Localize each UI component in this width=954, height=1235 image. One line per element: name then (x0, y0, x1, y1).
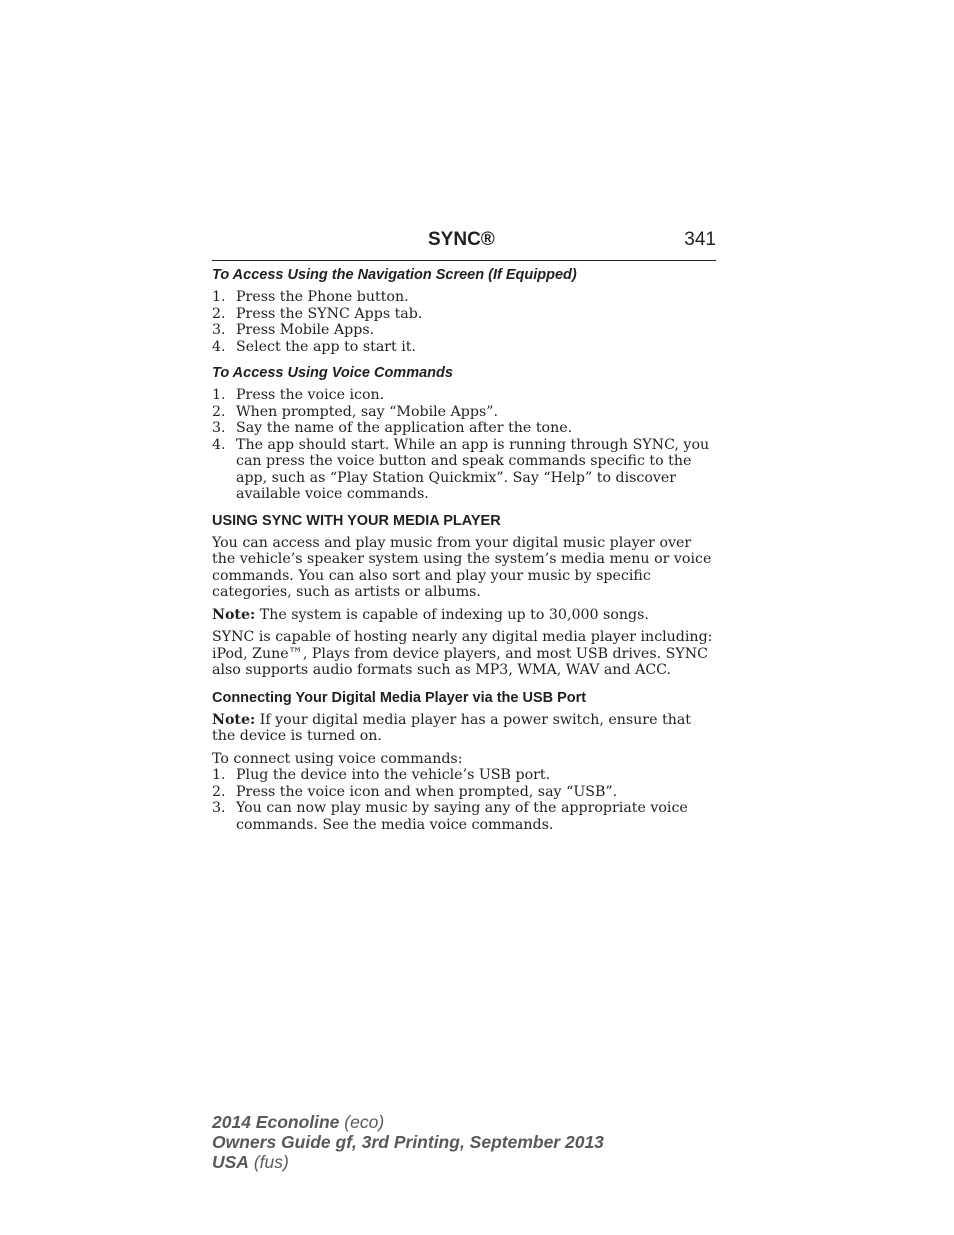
media-heading: USING SYNC WITH YOUR MEDIA PLAYER (212, 512, 501, 529)
list-item: 4. Select the app to start it. (212, 338, 417, 355)
media-paragraph-2: SYNC is capable of hosting nearly any digital media player including: iPod, Zune™, Plays from device players, and most USB drives. SYNC also supports audio formats such as MP3, WMA, WAV and ACC. (212, 629, 713, 678)
footer-region: USA (fus) (212, 1152, 289, 1172)
usb-note (212, 712, 718, 745)
nav-steps (212, 289, 718, 355)
list-item: 3. Say the name of the application after the tone. (212, 420, 573, 436)
usb-intro: To connect using voice commands: (212, 750, 463, 767)
page-number: 341 (684, 229, 716, 250)
footer-guide: Owners Guide gf, 3rd Printing, September 2013 (212, 1132, 604, 1152)
list-item: 1. Press the voice icon. (212, 387, 385, 403)
note-label: Note: (212, 711, 256, 728)
list-item: 3. You can now play music by saying any of the appropriate voice commands. See the media voice commands. (212, 800, 688, 833)
section-title: SYNC® (428, 229, 495, 250)
list-item: 2. When prompted, say “Mobile Apps”. (212, 403, 499, 420)
voice-steps (212, 387, 718, 503)
list-item: 2. Press the voice icon and when prompted, say “USB”. (212, 783, 618, 800)
nav-heading: To Access Using the Navigation Screen (If Equipped) (212, 267, 577, 283)
footer-model: 2014 Econoline (eco) (212, 1112, 385, 1132)
usb-steps (212, 767, 718, 833)
list-item: 1. Plug the device into the vehicle’s USB port. (212, 767, 551, 783)
note-label: Note: (212, 606, 256, 623)
page-body (212, 266, 718, 842)
note-text: If your digital media player has a power switch, ensure that the device is turned on. (212, 711, 691, 744)
list-item: 4. The app should start. While an app is running through SYNC, you can press the voice button and speak commands specific to the app, such as “Play Station Quickmix”. Say “Help” to discover available voice commands. (212, 436, 710, 502)
note-text: The system is capable of indexing up to 30,000 songs. (255, 606, 649, 623)
voice-heading: To Access Using Voice Commands (212, 365, 453, 381)
page-footer (212, 1112, 604, 1172)
usb-heading: Connecting Your Digital Media Player via the USB Port (212, 689, 587, 706)
list-item: 2. Press the SYNC Apps tab. (212, 305, 423, 322)
list-item: 1. Press the Phone button. (212, 289, 409, 305)
media-paragraph: You can access and play music from your digital music player over the vehicle’s speaker system using the system’s media menu or voice commands. You can also sort and play your music by specific categories, such as artists or albums. (212, 534, 712, 600)
media-note (212, 607, 718, 624)
page-header (212, 229, 716, 261)
list-item: 3. Press Mobile Apps. (212, 322, 375, 338)
